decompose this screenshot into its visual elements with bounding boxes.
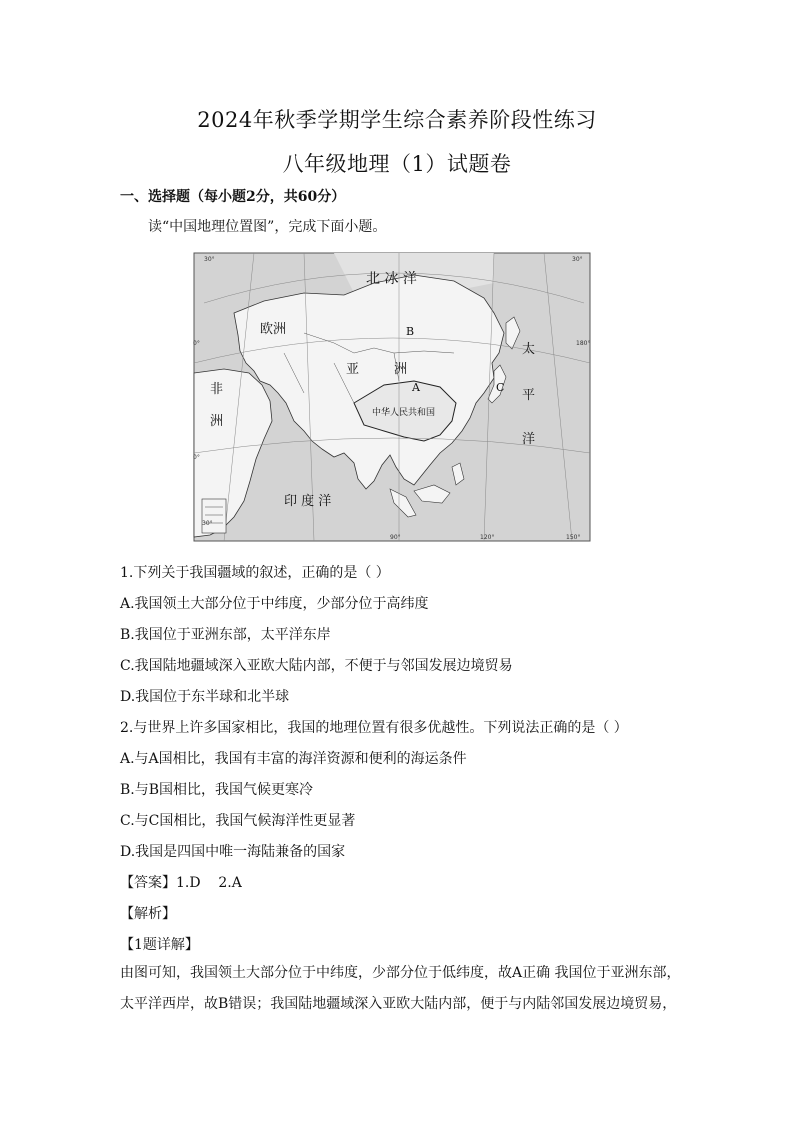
tick-0-bottom: 0° — [193, 454, 200, 461]
question-1-option-d: D.我国位于东半球和北半球 — [120, 689, 290, 705]
label-indian-ocean: 印 度 洋 — [284, 494, 332, 509]
china-location-map — [194, 253, 590, 541]
question-2-stem: 2.与世界上许多国家相比，我国的地理位置有很多优越性。下列说法正确的是（ ） — [120, 720, 628, 736]
label-point-c: C — [496, 381, 505, 394]
document-title: 2024年秋季学期学生综合素养阶段性练习 — [197, 108, 597, 132]
question-1-option-b: B.我国位于亚洲东部，太平洋东岸 — [120, 627, 331, 643]
label-africa-2: 洲 — [210, 414, 224, 429]
label-china: 中华人民共和国 — [372, 408, 436, 418]
label-pacific-1: 太 — [522, 342, 536, 357]
label-point-a: A — [412, 381, 420, 394]
tick-30-left: 30° — [204, 256, 215, 263]
analysis-subheading: 【1题详解】 — [120, 937, 199, 953]
label-point-b: B — [406, 325, 415, 338]
tick-180: 180° — [576, 340, 591, 347]
label-arctic-ocean: 北 冰 洋 — [366, 271, 417, 287]
label-europe: 欧洲 — [260, 322, 287, 337]
question-1-stem: 1.下列关于我国疆域的叙述，正确的是（ ） — [120, 565, 390, 581]
question-1-option-c: C.我国陆地疆域深入亚欧大陆内部，不便于与邻国发展边境贸易 — [120, 658, 513, 674]
question-2-option-a: A.与A国相比，我国有丰富的海洋资源和便利的海运条件 — [120, 751, 467, 767]
tick-90: 90° — [390, 534, 401, 541]
question-2-option-c: C.与C国相比，我国气候海洋性更显著 — [120, 813, 356, 829]
tick-30-bottom: 30° — [202, 520, 213, 527]
tick-30-right: 30° — [572, 256, 583, 263]
section-heading: 一、选择题（每小题2分，共60分） — [120, 189, 346, 205]
question-2-option-b: B.与B国相比，我国气候更寒冷 — [120, 782, 314, 798]
answer-value: 1.D 2.A — [176, 875, 242, 891]
label-pacific-3: 洋 — [522, 432, 536, 447]
label-asia-2: 洲 — [394, 362, 408, 377]
analysis-text: 由图可知，我国领土大部分位于中纬度，少部分位于低纬度，故A正确 我国位于亚洲东部，太平洋西岸，故B错误；我国陆地疆域深入亚欧大陆内部，便于与内陆邻国发展边境贸易， — [120, 965, 681, 1012]
document-subtitle: 八年级地理（1）试题卷 — [282, 152, 512, 176]
tick-150: 150° — [566, 534, 581, 541]
tick-120: 120° — [480, 534, 495, 541]
question-2-option-d: D.我国是四国中唯一海陆兼备的国家 — [120, 844, 346, 860]
label-pacific-2: 平 — [522, 388, 536, 403]
map-legend — [202, 499, 226, 533]
label-africa-1: 非 — [210, 382, 224, 397]
answer-label: 【答案】 — [120, 875, 176, 891]
instruction-text: 读“中国地理位置图”，完成下面小题。 — [148, 219, 387, 235]
answer-line — [120, 872, 242, 892]
label-asia-1: 亚 — [346, 362, 360, 377]
analysis-heading: 【解析】 — [120, 906, 176, 922]
question-1-option-a: A.我国领土大部分位于中纬度，少部分位于高纬度 — [120, 596, 429, 612]
tick-0-top: 0° — [193, 340, 200, 347]
map-graphic — [194, 253, 590, 541]
